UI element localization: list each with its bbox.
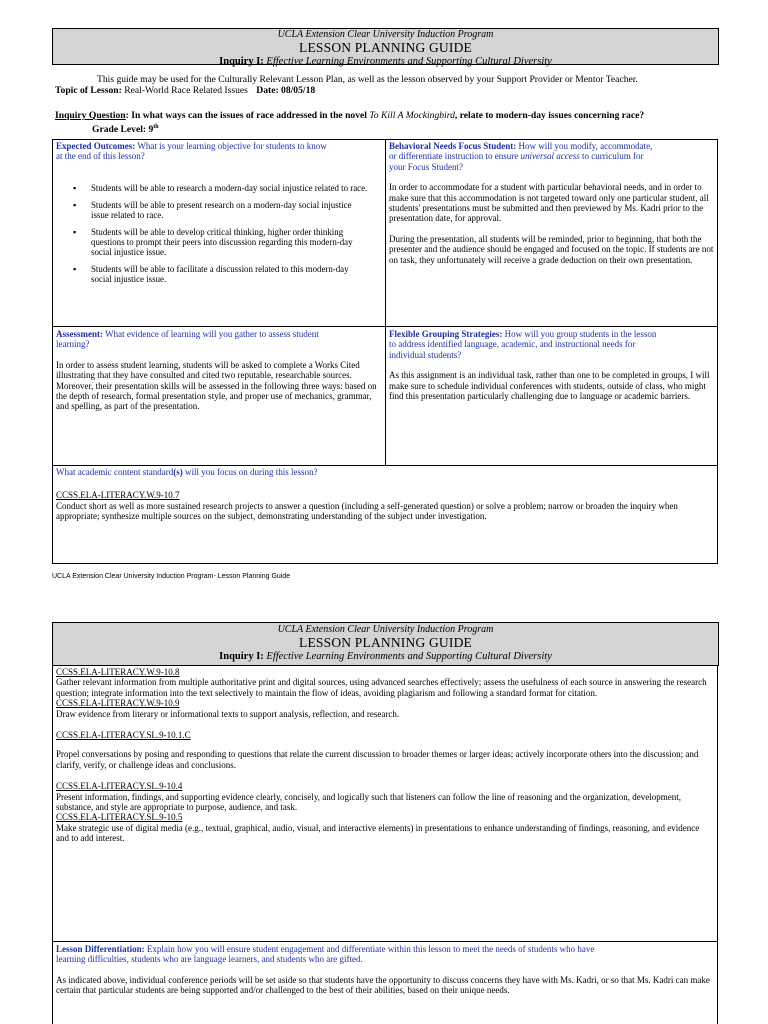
behavioral-needs-cell bbox=[389, 141, 714, 265]
differentiation-cell bbox=[56, 944, 716, 996]
list-item: ▪ Students will be able to present research on a modern-day social injustice issue related to race. bbox=[91, 200, 369, 221]
standards-list bbox=[56, 667, 714, 844]
lesson-date: Date: 08/05/18 bbox=[256, 85, 316, 96]
standard-code: CCSS.ELA-LITERACY.W.9-10.8 bbox=[56, 667, 180, 677]
table-row-divider-2 bbox=[52, 465, 718, 466]
guide-title: LESSON PLANNING GUIDE bbox=[299, 40, 472, 55]
assessment-prompt bbox=[56, 329, 383, 350]
behavioral-para-2: During the presentation, all students will be reminded, prior to beginning, that both the presenter and the audience should be engaged and focused on the topic. If students are not on task, they unfortunately will receive a grade deduction on their own presentation. bbox=[389, 233, 714, 265]
table-left-border bbox=[52, 139, 53, 563]
intro-text: This guide may be used for the Culturally Relevant Lesson Plan, as well as the lesson observed by your Support Provider or Mentor Teacher. bbox=[97, 74, 638, 85]
standards-prompt-pre: What academic content standard bbox=[56, 467, 174, 477]
standard-desc: Propel conversations by posing and responding to questions that relate the current discussion to broader themes or larger ideas; actively incorporate others into the discussion; and clarify, verify, or challenge ideas and conclusions. bbox=[56, 749, 699, 770]
standard-desc: Make strategic use of digital media (e.g., textual, graphical, audio, visual, and interactive elements) in presentations to enhance understanding of findings, reasoning, and evidence and to add interest. bbox=[56, 822, 700, 844]
topic-label: Topic of Lesson: bbox=[55, 85, 122, 96]
grade-sup: th bbox=[153, 124, 159, 130]
differentiation-prompt bbox=[56, 944, 716, 965]
inquiry-line bbox=[53, 651, 718, 663]
grouping-prompt bbox=[389, 329, 714, 360]
inquiry-question bbox=[55, 110, 644, 121]
page2-right-border bbox=[717, 665, 718, 1024]
question-label: Inquiry Question bbox=[55, 110, 126, 121]
standard-code: CCSS.ELA-LITERACY.W.9-10.9 bbox=[56, 698, 180, 709]
question-pre: : In what ways can the issues of race addressed in the novel bbox=[125, 110, 367, 121]
behavioral-prompt bbox=[389, 141, 714, 172]
page2-header bbox=[52, 622, 719, 666]
assessment-cell bbox=[56, 329, 383, 412]
program-name: UCLA Extension Clear University Induction Program bbox=[277, 29, 494, 40]
list-item: ▪ Students will be able to research a modern-day social injustice related to race. bbox=[91, 183, 369, 193]
expected-label: Expected Outcomes: bbox=[56, 141, 136, 151]
standard-code: CCSS.ELA-LITERACY.SL.9-10.1.C bbox=[56, 730, 191, 741]
inquiry-label: Inquiry I: bbox=[219, 651, 264, 662]
list-item: ▪ Students will be able to develop critical thinking, higher order thinking questions to prompt their peers into discussion regarding this modern-day social injustice issue. bbox=[91, 227, 369, 258]
grouping-cell bbox=[389, 329, 714, 401]
behavioral-prompt-line2: or differentiate instruction to ensure bbox=[389, 151, 519, 162]
differentiation-prompt-line2: learning difficulties, students who are language learners, and students who are gifted. bbox=[56, 954, 363, 965]
behavioral-prompt-line2-end: to curriculum for bbox=[582, 151, 644, 162]
standard-desc: Present information, findings, and supporting evidence clearly, concisely, and logically such that listeners can follow the line of reasoning and the organization, development, substance, and style are appropriate to purpose, audience, and task. bbox=[56, 791, 681, 813]
assessment-prompt-line2: learning? bbox=[56, 339, 90, 350]
grouping-label: Flexible Grouping Strategies: bbox=[389, 329, 503, 339]
objectives-list bbox=[71, 183, 369, 285]
inquiry-line bbox=[53, 56, 718, 68]
table-row-divider-1 bbox=[52, 326, 718, 327]
universal-access-text: universal access bbox=[520, 151, 580, 162]
behavioral-prompt-line1: How will you modify, accommodate, bbox=[518, 141, 653, 151]
standards-prompt bbox=[56, 467, 714, 477]
standards-cell bbox=[56, 467, 714, 522]
expected-outcomes-prompt bbox=[56, 141, 382, 162]
standard-desc: Gather relevant information from multiple authoritative print and digital sources, using advanced searches effectively; assess the usefulness of each source in answering the research question; integrate information into the text selectively to maintain the flow of ideas, avoiding plagiarism and following a standard format for citation. bbox=[56, 677, 707, 698]
novel-title: To Kill A Mockingbird bbox=[369, 110, 455, 121]
differentiation-label: Lesson Differentiation: bbox=[56, 944, 145, 954]
standard-code: CCSS.ELA-LITERACY.SL.9-10.4 bbox=[56, 781, 183, 792]
assessment-para: In order to assess student learning, students will be asked to complete a Works Cited illustrating that they have consulted and cited two reputable, researchable sources. Moreover, their presentation skills will be assessed in the following three ways: based on the depth of research, formal presentation style, and proper use of mechanics, grammar, and spelling, as part of the presentation. bbox=[56, 359, 377, 412]
behavioral-para-1: In order to accommodate for a student with particular behavioral needs, and in order to make sure that this accommodation is not targeted toward only one particular student, all students' presentations must be submitted and then previewed by Ms. Kadri prior to the presentation date, for approval. bbox=[389, 182, 709, 224]
table-right-border bbox=[717, 139, 718, 563]
page1-footer: UCLA Extension Clear University Induction Program- Lesson Planning Guide bbox=[52, 573, 291, 580]
differentiation-para: As indicated above, individual conference periods will be set aside so that students have the opportunity to discuss concerns they have with Ms. Kadri, or so that Ms. Kadri can make certain that particular students are being supported and/or challenged to the best of their abilities, based on their unique needs. bbox=[56, 974, 710, 996]
table-bottom-border bbox=[52, 563, 718, 564]
guide-title: LESSON PLANNING GUIDE bbox=[299, 635, 472, 650]
standard-desc: Draw evidence from literary or informational texts to support analysis, reflection, and research. bbox=[56, 708, 400, 719]
page2-left-border bbox=[52, 665, 53, 1024]
page2-row-divider bbox=[52, 941, 718, 942]
expected-outcomes-cell bbox=[56, 141, 382, 291]
behavioral-label: Behavioral Needs Focus Student: bbox=[389, 141, 517, 151]
grouping-prompt-line2: to address identified language, academic, and instructional needs for bbox=[389, 339, 636, 350]
inquiry-subtitle: Effective Learning Environments and Supporting Cultural Diversity bbox=[266, 56, 552, 67]
grade-level bbox=[92, 122, 159, 135]
grouping-para: As this assignment is an individual task, rather than one to be completed in groups, I will make sure to schedule individual conferences with students, outside of class, who might find this presentation particularly challenging due to language or academic barriers. bbox=[389, 370, 710, 402]
topic-value: Real-World Race Related Issues bbox=[124, 85, 248, 96]
topic-line bbox=[55, 85, 315, 96]
question-post: , relate to modern-day issues concerning race? bbox=[454, 110, 645, 121]
table-mid-divider bbox=[385, 139, 386, 465]
standards-prompt-post: will you focus on during this lesson? bbox=[184, 467, 318, 477]
grade-label: Grade Level: 9 bbox=[92, 124, 154, 136]
behavioral-prompt-line3: your Focus Student? bbox=[389, 161, 463, 172]
standards-prompt-bold: (s) bbox=[173, 467, 183, 477]
expected-prompt-line1: What is your learning objective for students to know bbox=[137, 141, 327, 151]
expected-prompt-line2: at the end of this lesson? bbox=[56, 151, 145, 162]
assessment-label: Assessment: bbox=[56, 329, 103, 339]
differentiation-prompt-line1: Explain how you will ensure student engagement and differentiate within this lesson to meet the needs of students who have bbox=[146, 944, 595, 954]
list-item: ▪ Students will be able to facilitate a discussion related to this modern-day social injustice issue. bbox=[91, 264, 369, 285]
standard-desc: Conduct short as well as more sustained research projects to answer a question (including a self-generated question) or solve a problem; narrow or broaden the inquiry when appropriate; synthesize multiple sources on the subject, demonstrating understanding of the subject under investigation. bbox=[56, 500, 678, 522]
grouping-prompt-line1: How will you group students in the lesson bbox=[504, 329, 657, 339]
standard-code: CCSS.ELA-LITERACY.W.9-10.7 bbox=[56, 490, 180, 501]
page1-header bbox=[52, 28, 719, 65]
assessment-prompt-line1: What evidence of learning will you gather to assess student bbox=[105, 329, 319, 339]
inquiry-subtitle: Effective Learning Environments and Supporting Cultural Diversity bbox=[266, 651, 552, 662]
inquiry-label: Inquiry I: bbox=[219, 56, 264, 67]
grouping-prompt-line3: individual students? bbox=[389, 349, 462, 360]
standard-code: CCSS.ELA-LITERACY.SL.9-10.5 bbox=[56, 812, 183, 823]
program-name: UCLA Extension Clear University Induction Program bbox=[277, 624, 494, 635]
